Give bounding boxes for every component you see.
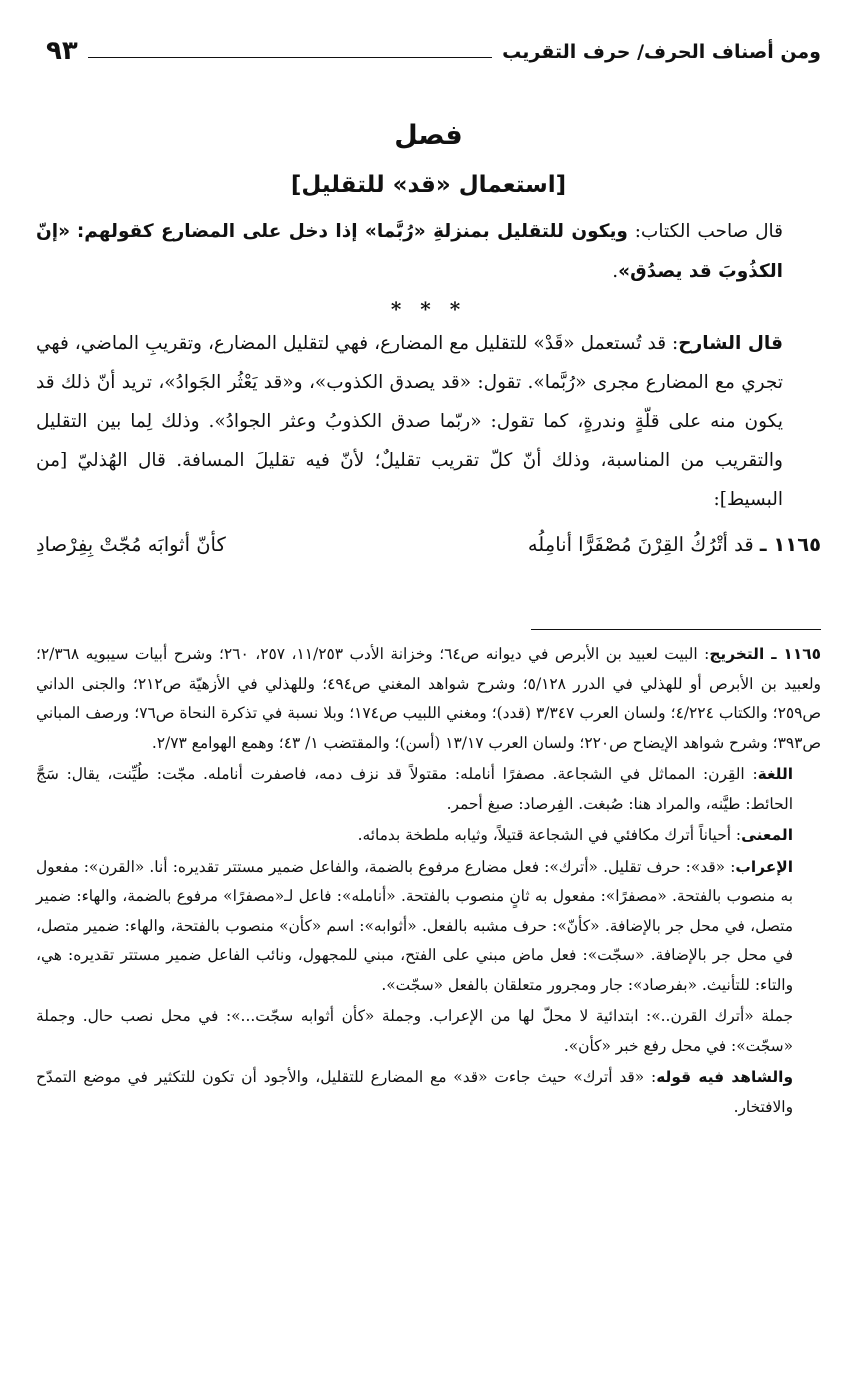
- footnote-irab-label: الإعراب: [735, 857, 793, 876]
- commentary-paragraph: [36, 324, 821, 519]
- section-title: فصل: [394, 120, 463, 151]
- header-rule: [88, 57, 492, 58]
- footnote-shahid-text: : «قد أترك» حيث جاءت «قد» مع المضارع للتقليل، والأجود أن تكون للتكثير في موضع التمدّح والافتخار.: [36, 1068, 793, 1116]
- footnote-maana-text: : أحياناً أترك مكافئي في الشجاعة قتيلاً، وثيابه ملطخة بدمائه.: [357, 826, 742, 844]
- section-subtitle: [استعمال «قد» للتقليل]: [290, 172, 567, 198]
- footnote-lugha: [36, 760, 821, 819]
- footnote-rule: [531, 629, 821, 630]
- verse-second-hemistich: كأنّ أثوابَه مُجّتْ بِفِرْصادِ: [36, 533, 226, 556]
- page-header: [36, 30, 821, 64]
- author-example-bold: «إنّ الكذُوبَ قد يصدُق»: [36, 221, 783, 282]
- verse-first-text: قد أتْرُكُ القِرْنَ مُصْفَرًّا أنامِلُه: [527, 533, 754, 556]
- author-text-bold: ويكون للتقليل بمنزلةِ «رُبَّما» إذا دخل على المضارع كقولهم:: [76, 221, 628, 242]
- footnote-jumla: جملة «أترك القرن..»: ابتدائية لا محلّ لها من الإعراب. وجملة «كأن أثوابه سجّت...»: في محل نصب حال. وجملة «سجّت»: في محل رفع خبر «كأن».: [36, 1007, 793, 1055]
- poetry-verse: [36, 523, 821, 567]
- commentary-label: قال الشارح: [678, 333, 783, 354]
- footnote-lugha-label: اللغة: [757, 765, 793, 783]
- footnote-takhrij-label: ١١٦٥ ـ التخريج: [709, 645, 821, 663]
- section-separator-stars: * * *: [390, 297, 467, 321]
- footnote-irab-text: : «قد»: حرف تقليل. «أترك»: فعل مضارع مرفوع بالضمة، والفاعل ضمير مستتر تقديره: أنا. «القرن»: مفعول به منصوب بالفتحة. «مصفرًا»: مفعول به ثانٍ منصوب بالفتحة. «أنامله»: فاعل لـ«مصفرًا» مرفوع بالضمة، والهاء: ضمير متصل، في محل جر بالإضافة. «كأنّ»: حرف مشبه بالفعل. «أثوابه»: اسم «كأن» منصوب بالفتحة، والهاء: ضمير متصل، في محل جر بالإضافة. «سجّت»: فعل ماض مبني على الفتح، مبني للمجهول، ونائب الفاعل ضمير مستتر تقديره: هي، والتاء: للتأنيث. «بفرصاد»: جار ومجرور متعلقان بالفعل «سجّت».: [36, 857, 793, 994]
- page-number: ٩٣: [46, 36, 78, 66]
- footnote-lugha-text: : القِرن: المماثل في الشجاعة. مصفرًا أنامله: مقتولاً قد نزف دمه، فاصفرت أنامله. مجّت: طُيِّنت، يقال: سَجَّ الحائط: طيَّنه، والمراد هنا: صُبغت. الفِرصاد: صبغ أحمر.: [36, 765, 793, 813]
- commentary: [36, 324, 821, 519]
- running-title: ومن أصناف الحرف/ حرف التقريب: [502, 41, 821, 63]
- author-paragraph: [36, 212, 821, 292]
- author-quote: [36, 212, 821, 292]
- footnote-takhrij-text: : البيت لعبيد بن الأبرص في ديوانه ص٦٤؛ وخزانة الأدب ١١/٢٥٣، ٢٥٧، ٢٦٠؛ وشرح أبيات سيبويه ٢/٣٦٨؛ ولعبيد بن الأبرص أو للهذلي في الدرر ٥/١٢٨؛ وشرح شواهد المغني ص٤٩٤؛ وللهذلي في الأزهيّة ص٢١٢؛ والجنى الداني ص٢٥٩؛ والكتاب ٤/٢٢٤؛ ولسان العرب ٣/٣٤٧ (قدد)؛ ومغني اللبيب ص١٧٤؛ وبلا نسبة في تذكرة النحاة ص٧٦؛ ورصف المباني ص٣٩٣؛ وشرح شواهد الإيضاح ص٢٢٠؛ ولسان العرب ١٣/١٧ (أسن)؛ والمقتضب ١/ ٤٣؛ وهمع الهوامع ٢/٧٣.: [36, 645, 821, 752]
- author-end: .: [612, 261, 619, 282]
- footnote-maana: [36, 821, 821, 851]
- footnote-shahid-label: والشاهد فيه قوله: [656, 1068, 794, 1086]
- verse-number: ١١٦٥ ـ: [759, 533, 821, 556]
- footnote-irab: [36, 853, 821, 1001]
- verse-first-hemistich: [528, 523, 821, 567]
- footnote-maana-label: المعنى: [741, 826, 793, 844]
- commentary-text: : قد تُستعمل «قَدْ» للتقليل مع المضارع، فهي لتقليل المضارع، وتقريبِ الماضي، فهي تجري مع المضارع مجرى «رُبَّما». تقول: «قد يصدق الكذوب»، و«قد يَعْثُر الجَوادُ»، تريد أنّ ذلك قد يكون منه على قلّةٍ وندرةٍ، كما تقول: «ربّما صدق الكذوبُ وعثر الجوادُ». وذلك لِما بين التقليل والتقريب من المناسبة، وذلك أنّ كلّ تقريب تقليلٌ؛ لأنّ فيه تقليلَ المسافة. قال الهُذليّ [من البسيط]:: [36, 333, 783, 510]
- footnotes: [36, 640, 821, 1122]
- footnote-takhrij: [36, 640, 821, 758]
- author-lead: قال صاحب الكتاب:: [627, 221, 783, 242]
- footnote-shahid: [36, 1063, 821, 1122]
